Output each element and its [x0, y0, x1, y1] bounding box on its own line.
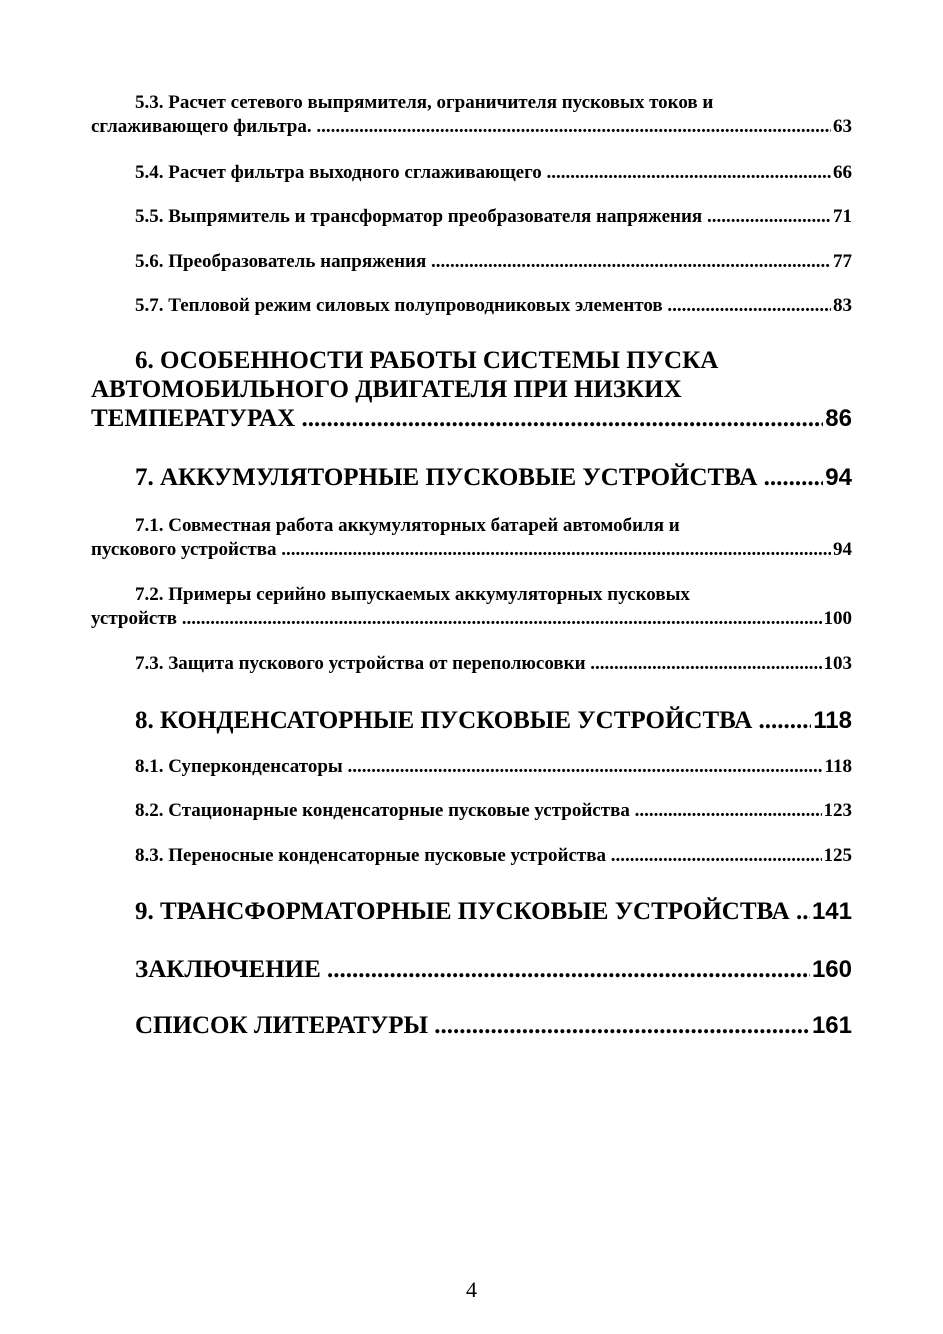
toc-entry-7-3[interactable] — [91, 652, 852, 676]
toc-page-number: 71 — [833, 206, 852, 227]
toc-chapter-7[interactable] — [91, 463, 852, 492]
toc-entry-5-7[interactable] — [91, 294, 852, 318]
toc-entry-title: 7.1. Совместная работа аккумуляторных батарей автомобиля и — [135, 515, 680, 536]
toc-entry-title: пускового устройства ..... — [91, 538, 831, 562]
toc-references[interactable] — [91, 1011, 852, 1040]
toc-page-number: 118 — [813, 707, 852, 734]
toc-conclusion[interactable] — [91, 955, 852, 984]
toc-page-number: 161 — [811, 1012, 852, 1039]
toc-entry-title: сглаживающего фильтра. ..... — [91, 115, 831, 139]
toc-page-number: 63 — [833, 116, 852, 137]
toc-chapter-title: ЗАКЛЮЧЕНИЕ ..... — [135, 955, 810, 984]
toc-page-number: 86 — [825, 405, 852, 432]
toc-entry-8-3[interactable] — [91, 844, 852, 868]
toc-entry-8-2[interactable] — [91, 799, 852, 823]
toc-entry-title: 8.3. Переносные конденсаторные пусковые устройства ..... — [135, 844, 822, 868]
toc-chapter-title: 9. ТРАНСФОРМАТОРНЫЕ ПУСКОВЫЕ УСТРОЙСТВА ..... — [135, 897, 810, 926]
toc-page-number: 125 — [823, 845, 852, 866]
toc-entry-title: 5.4. Расчет фильтра выходного сглаживающего ..... — [135, 161, 831, 185]
toc-entry-5-4[interactable] — [91, 161, 852, 185]
toc-page-number: 77 — [833, 251, 852, 272]
toc-entry-7-2[interactable] — [91, 583, 852, 631]
toc-entry-5-6[interactable] — [91, 250, 852, 274]
toc-page-number: 103 — [823, 653, 852, 674]
toc-page-number: 123 — [823, 800, 852, 821]
toc-page-number: 160 — [811, 956, 852, 983]
toc-entry-title: 5.3. Расчет сетевого выпрямителя, ограничителя пусковых токов и — [135, 92, 714, 113]
toc-page-number: 94 — [833, 539, 852, 560]
toc-chapter-title: 8. КОНДЕНСАТОРНЫЕ ПУСКОВЫЕ УСТРОЙСТВА ..... — [135, 706, 811, 735]
toc-page-number: 118 — [824, 756, 852, 777]
toc-chapter-title: ТЕМПЕРАТУРАХ ..... — [91, 404, 823, 433]
toc-entry-title: 5.7. Тепловой режим силовых полупроводниковых элементов ..... — [135, 294, 831, 318]
toc-entry-8-1[interactable] — [91, 755, 852, 779]
toc-entry-title: 7.2. Примеры серийно выпускаемых аккумуляторных пусковых — [135, 584, 690, 605]
toc-entry-5-3[interactable] — [91, 91, 852, 139]
toc-chapter-title: 6. ОСОБЕННОСТИ РАБОТЫ СИСТЕМЫ ПУСКА — [135, 347, 719, 374]
toc-chapter-title: АВТОМОБИЛЬНОГО ДВИГАТЕЛЯ ПРИ НИЗКИХ — [91, 376, 682, 403]
toc-chapter-title: СПИСОК ЛИТЕРАТУРЫ ..... — [135, 1011, 810, 1040]
toc-entry-5-5[interactable] — [91, 205, 852, 229]
toc-page-number: 141 — [811, 898, 852, 925]
toc-page-number: 66 — [833, 162, 852, 183]
toc-page-number: 100 — [823, 608, 852, 629]
toc-entry-title: 7.3. Защита пускового устройства от переполюсовки ..... — [135, 652, 822, 676]
toc-entry-title: 5.5. Выпрямитель и трансформатор преобразователя напряжения ..... — [135, 205, 831, 229]
toc-entry-title: 8.2. Стационарные конденсаторные пусковые устройства ..... — [135, 799, 822, 823]
toc-chapter-6[interactable] — [91, 346, 852, 433]
toc-entry-title: 8.1. Суперконденсаторы ..... — [135, 755, 823, 779]
toc-page-number: 94 — [825, 464, 852, 491]
toc-page-number: 83 — [833, 295, 852, 316]
toc-entry-7-1[interactable] — [91, 514, 852, 562]
toc-entry-title: устройств ..... — [91, 607, 822, 631]
page-number: 4 — [466, 1277, 477, 1302]
toc-chapter-8[interactable] — [91, 706, 852, 735]
toc-entry-title: 5.6. Преобразователь напряжения ..... — [135, 250, 831, 274]
toc-chapter-title: 7. АККУМУЛЯТОРНЫЕ ПУСКОВЫЕ УСТРОЙСТВА ..... — [135, 463, 823, 492]
toc-chapter-9[interactable] — [91, 897, 852, 926]
